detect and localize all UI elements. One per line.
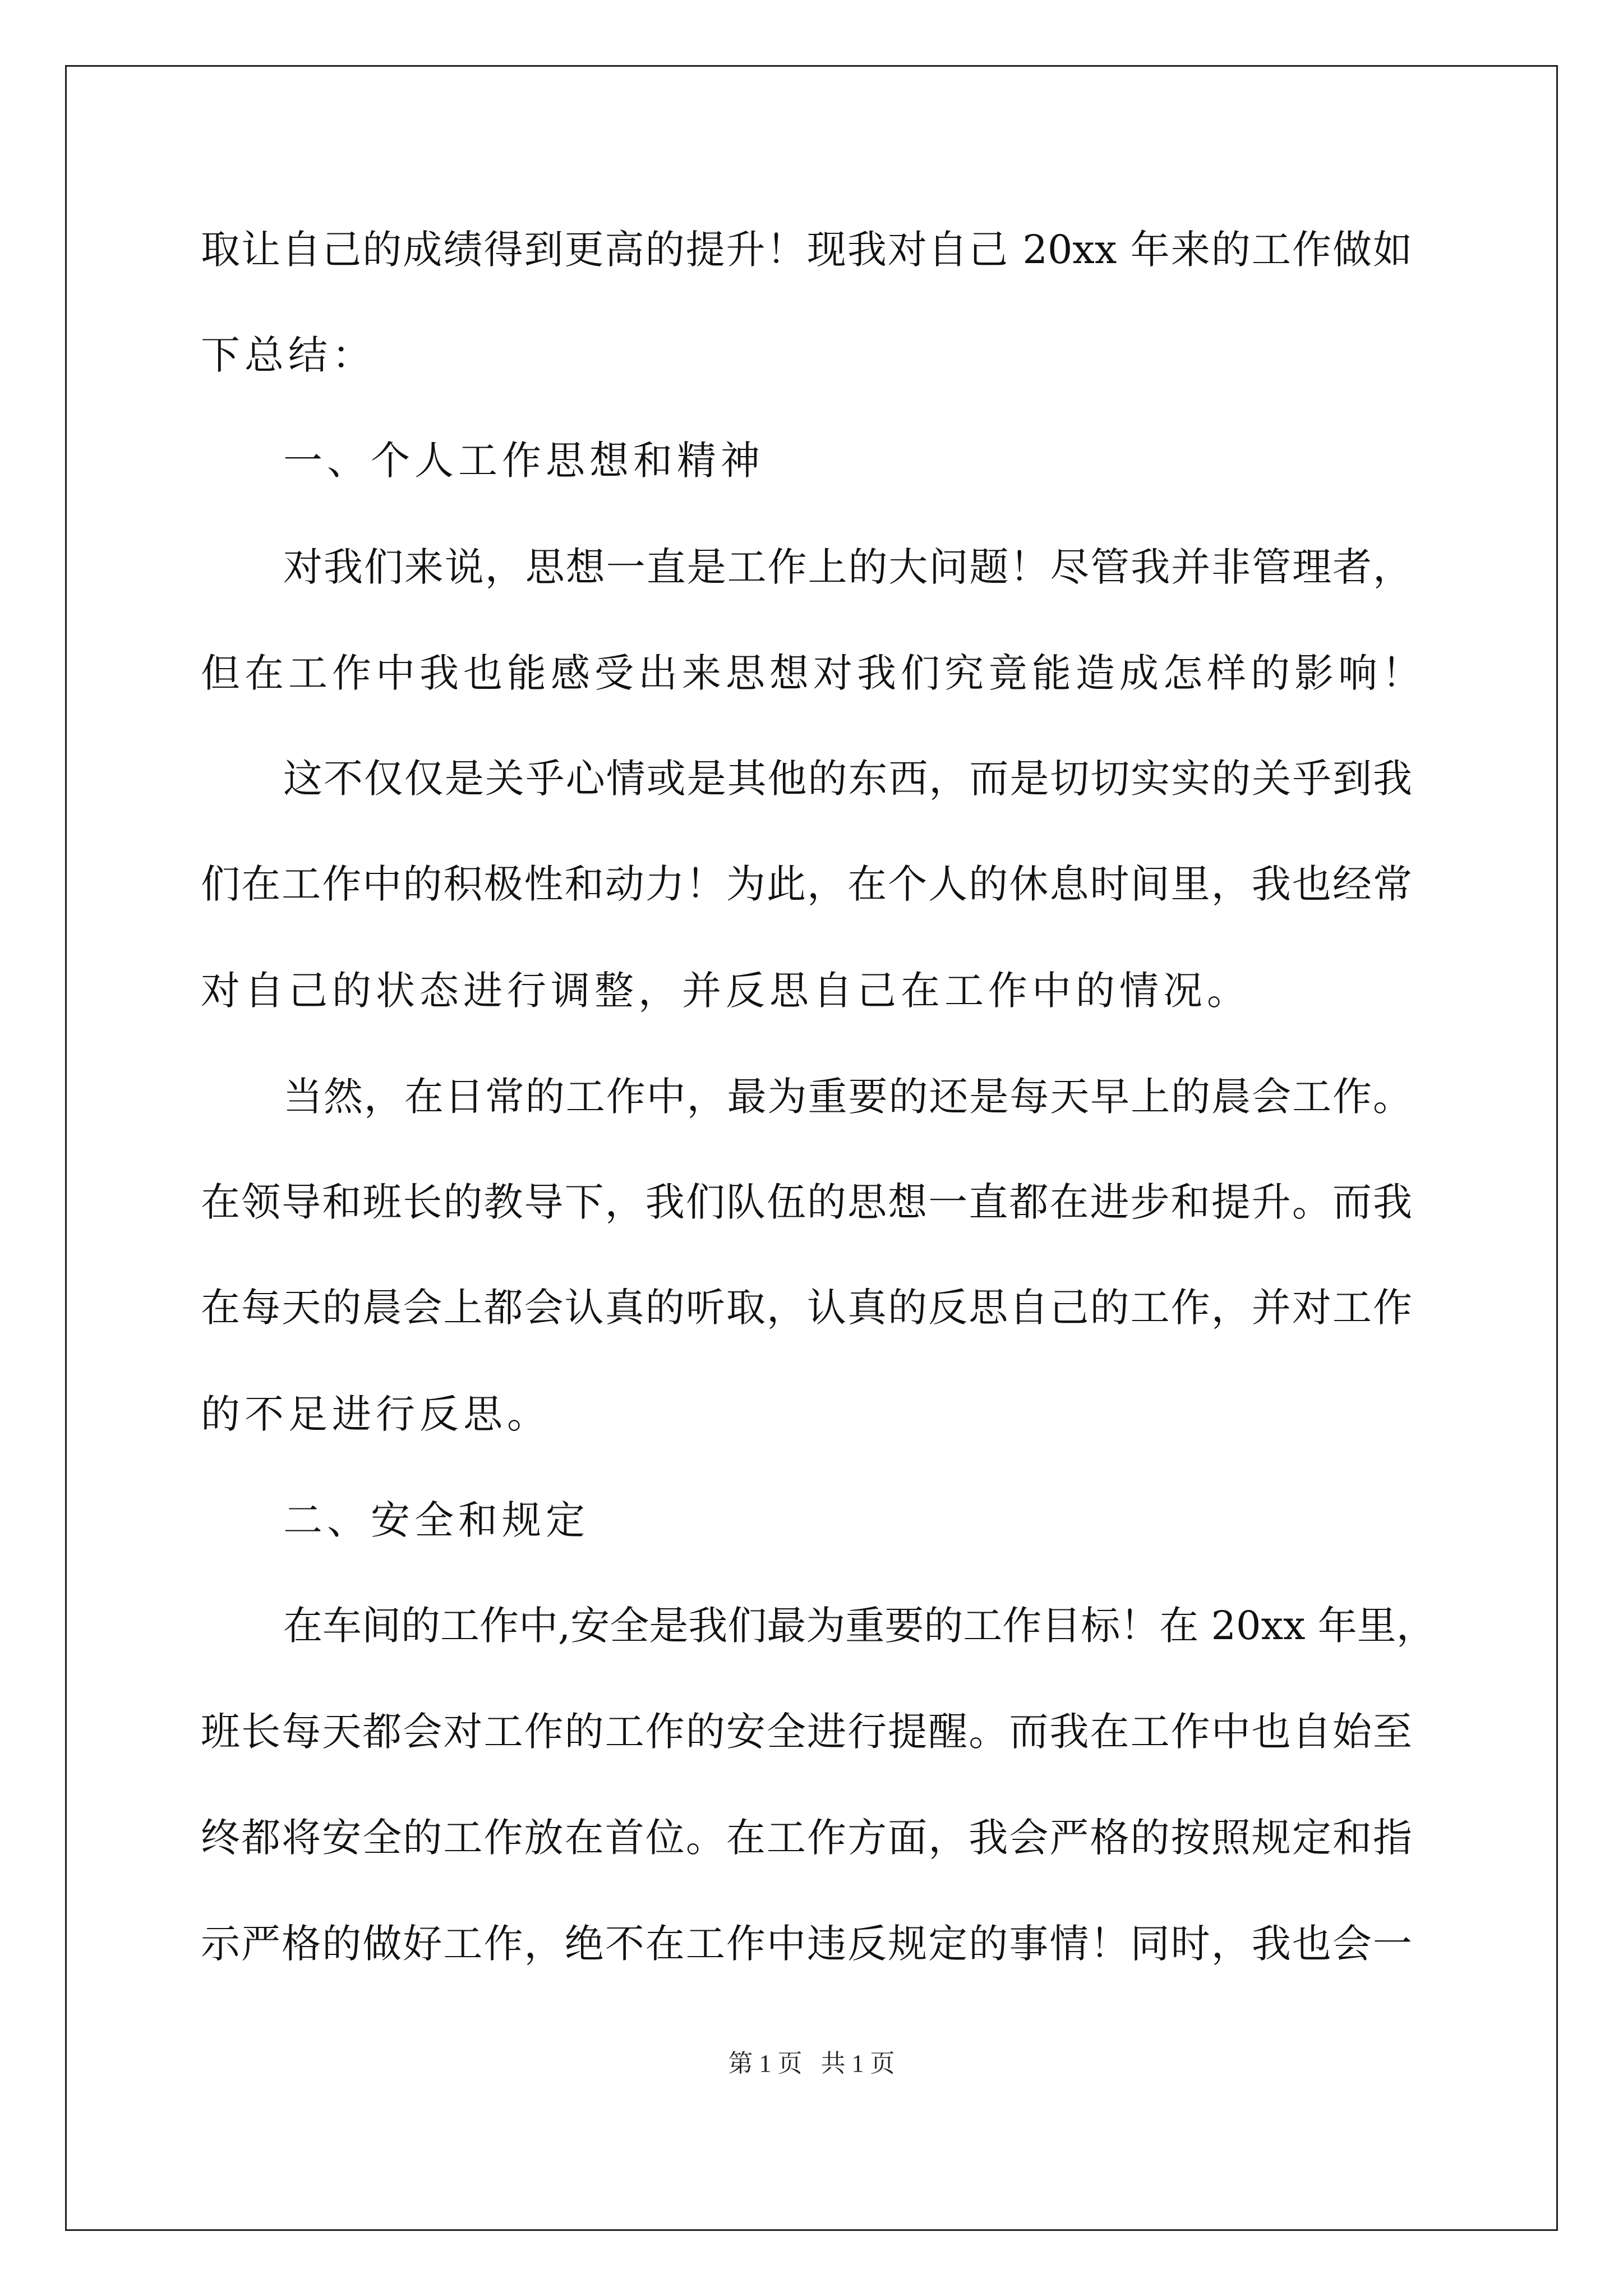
page-border bbox=[65, 65, 1558, 2231]
section-heading-1: 一、个人工作思想和精神 bbox=[283, 438, 764, 484]
text-line-5: 但在工作中我也能感受出来思想对我们究竟能造成怎样的影响！ bbox=[201, 650, 1426, 696]
text-line-8: 对自己的状态进行调整，并反思自己在工作中的情况。 bbox=[201, 968, 1251, 1014]
page-number-footer: 第 1 页 共 1 页 bbox=[728, 2050, 895, 2077]
text-line-9: 当然，在日常的工作中，最为重要的还是每天早上的晨会工作。 bbox=[283, 1074, 1412, 1120]
text-line-11: 在每天的晨会上都会认真的听取，认真的反思自己的工作，并对工作 bbox=[201, 1285, 1412, 1331]
section-heading-2: 二、安全和规定 bbox=[283, 1497, 589, 1543]
text-line-7: 们在工作中的积极性和动力！为此，在个人的休息时间里，我也经常 bbox=[201, 861, 1412, 907]
text-line-15: 班长每天都会对工作的工作的安全进行提醒。而我在工作中也自始至 bbox=[201, 1709, 1412, 1755]
text-line-17: 示严格的做好工作，绝不在工作中违反规定的事情！同时，我也会一 bbox=[201, 1921, 1412, 1967]
text-line-1: 取让自己的成绩得到更高的提升！现我对自己 20xx 年来的工作做如 bbox=[201, 227, 1412, 273]
text-line-6: 这不仅仅是关乎心情或是其他的东西，而是切切实实的关乎到我 bbox=[283, 756, 1412, 802]
text-line-2: 下总结： bbox=[201, 332, 376, 378]
text-line-14: 在车间的工作中,安全是我们最为重要的工作目标！在 20xx 年里， bbox=[283, 1603, 1436, 1649]
text-line-16: 终都将安全的工作放在首位。在工作方面，我会严格的按照规定和指 bbox=[201, 1815, 1412, 1861]
text-line-12: 的不足进行反思。 bbox=[201, 1391, 551, 1437]
text-line-4: 对我们来说，思想一直是工作上的大问题！尽管我并非管理者， bbox=[283, 544, 1412, 590]
text-line-10: 在领导和班长的教导下，我们队伍的思想一直都在进步和提升。而我 bbox=[201, 1179, 1412, 1225]
